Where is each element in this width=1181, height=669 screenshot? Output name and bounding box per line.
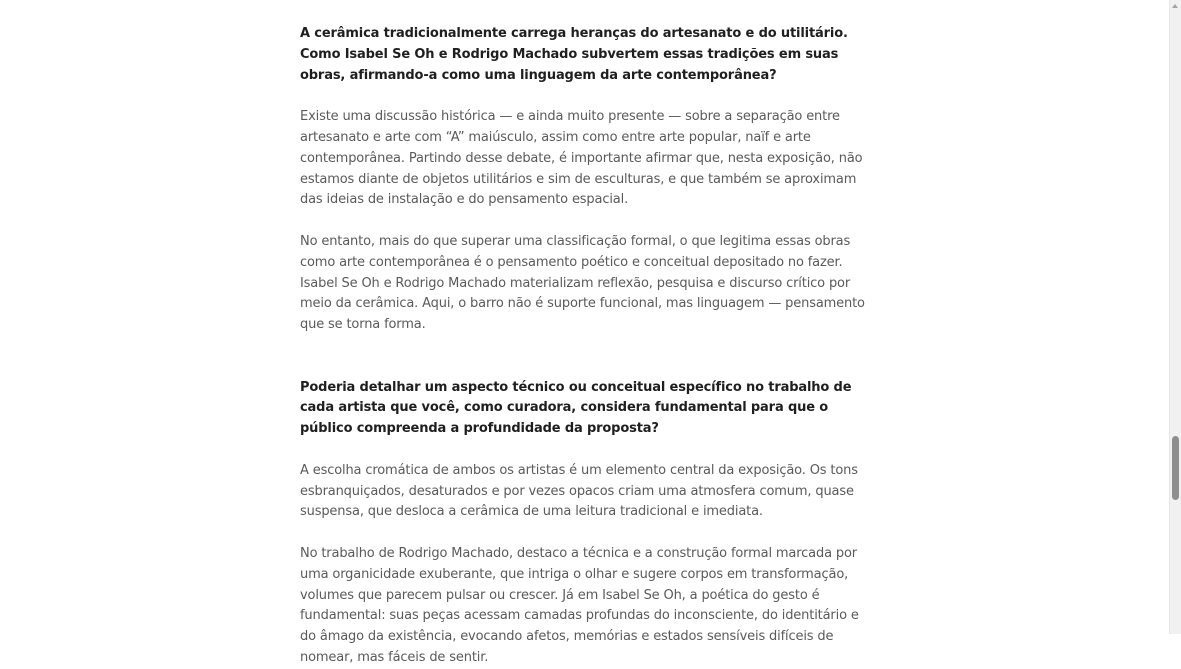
answer-2-paragraph-2: No trabalho de Rodrigo Machado, destaco a técnica e a construção formal marcada por uma organicidade exuberante, que intriga o olhar e sugere corpos em transformação, volumes que parecem pulsar ou crescer. Já em Isabel Se Oh, a poética do gesto é fundamental: suas peças acessam camadas profundas do inconsciente, do identitário e do âmago da existência, evocando afetos, memórias e estados sensíveis difíceis de nomear, mas fáceis de sentir. bbox=[300, 545, 859, 665]
scroll-up-arrow-icon[interactable] bbox=[1172, 4, 1178, 8]
answer-2-paragraph-1: A escolha cromática de ambos os artistas é um elemento central da exposição. Os tons esbranquiçados, desaturados e por vezes opacos criam uma atmosfera comum, quase suspensa, que desloca a cerâmica de uma leitura tradicional e imediata. bbox=[300, 462, 858, 520]
section-spacer bbox=[300, 336, 872, 378]
interview-question-2: Poderia detalhar um aspecto técnico ou conceitual específico no trabalho de cada artista que você, como curadora, considera fundamental para que o público compreenda a profundidade da proposta? bbox=[300, 379, 852, 437]
scrollbar-thumb[interactable] bbox=[1172, 436, 1179, 500]
answer-1-paragraph-1: Existe uma discussão histórica — e ainda muito presente — sobre a separação entre artesanato e arte com “A” maiúsculo, assim como entre arte popular, naïf e arte contemporânea. Partindo desse debate, é importante afirmar que, nesta exposição, não estamos diante de objetos utilitários e sim de esculturas, e que também se aproximam das ideias de instalação e do pensamento espacial. bbox=[300, 109, 863, 208]
paragraph-spacer bbox=[300, 440, 872, 461]
paragraph-spacer bbox=[300, 86, 872, 107]
article-body bbox=[300, 24, 872, 669]
interview-question-1: A cerâmica tradicionalmente carrega heranças do artesanato e do utilitário. Como Isabel Se Oh e Rodrigo Machado subvertem essas tradições em suas obras, afirmando-a como uma linguagem da arte contemporânea? bbox=[300, 26, 848, 83]
vertical-scrollbar[interactable] bbox=[1169, 0, 1181, 634]
paragraph-spacer bbox=[300, 523, 872, 544]
paragraph-spacer bbox=[300, 211, 872, 232]
answer-1-paragraph-2: No entanto, mais do que superar uma classificação formal, o que legitima essas obras como arte contemporânea é o pensamento poético e conceitual depositado no fazer. Isabel Se Oh e Rodrigo Machado materializam reflexão, pesquisa e discurso crítico por meio da cerâmica. Aqui, o barro não é suporte funcional, mas linguagem — pensamento que se torna forma. bbox=[300, 233, 865, 333]
